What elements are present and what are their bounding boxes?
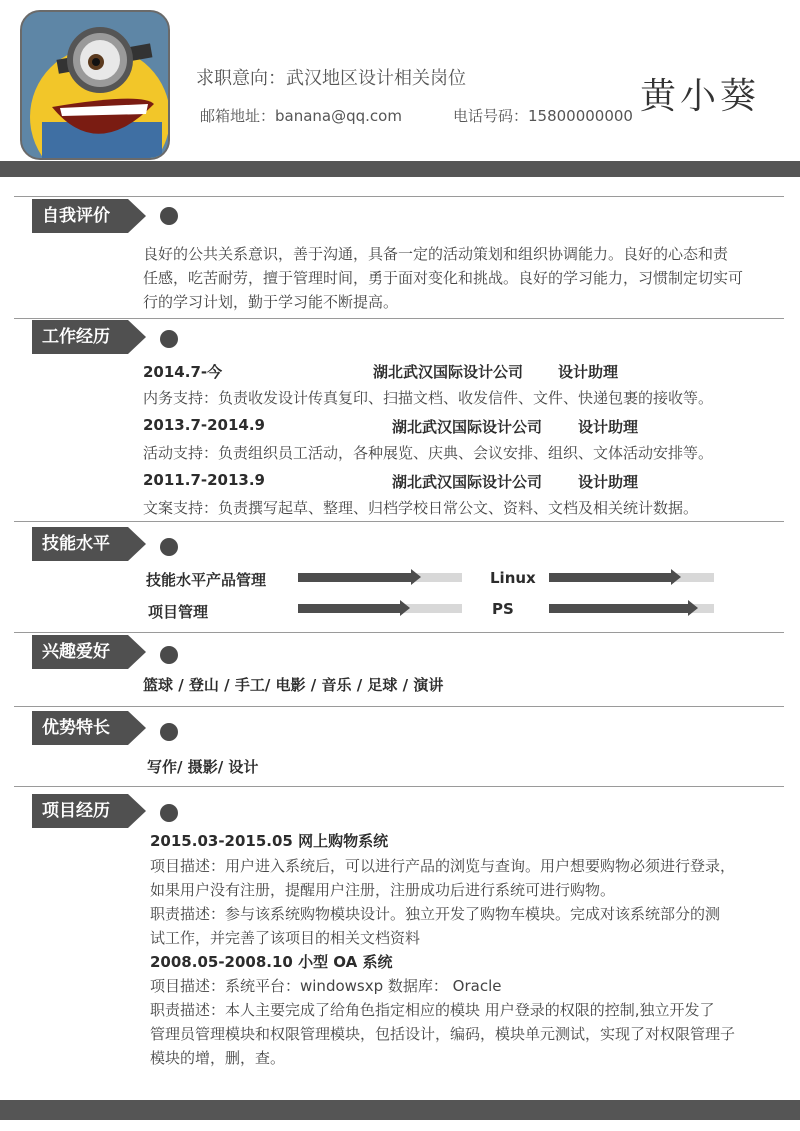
section-tab-self-eval: 自我评价 [32,199,128,233]
hobbies-text: 篮球 / 登山 / 手工/ 电影 / 音乐 / 足球 / 演讲 [143,676,444,694]
skill-bar [298,604,462,613]
project-line: 模块的增，删，查。 [150,1049,286,1067]
section-tab-hobbies: 兴趣爱好 [32,635,128,669]
job-role: 设计助理 [578,418,639,436]
skill-bar-arrow [411,569,421,585]
job-role: 设计助理 [558,363,619,381]
skill-name: Linux [490,569,536,587]
project-line: 管理员管理模块和权限管理模块，包括设计，编码，模块单元测试，实现了对权限管理子 [150,1025,736,1043]
project-line: 试工作，并完善了该项目的相关文档资料 [150,929,421,947]
header-divider-bar [0,161,800,177]
skill-name: 技能水平产品管理 [146,571,267,589]
section-arrow [128,320,146,354]
job-description: 内务支持：负责收发设计传真复印、扫描文档、收发信件、文件、快递包裹的接收等。 [143,389,714,407]
section-arrow [128,635,146,669]
section-tab-work: 工作经历 [32,320,128,354]
skill-bar-fill [549,604,688,613]
section-rule [14,706,784,707]
project-line: 项目描述：系统平台：windowsxp 数据库： Oracle [150,977,502,995]
section-arrow [128,199,146,233]
section-rule [14,786,784,787]
section-dot [160,723,178,741]
section-tab-projects: 项目经历 [32,794,128,828]
section-rule [14,521,784,522]
skill-name: 项目管理 [148,603,209,621]
section-tab-strengths: 优势特长 [32,711,128,745]
project-title: 2008.05-2008.10 小型 OA 系统 [150,953,393,971]
self-eval-text [143,242,773,314]
project-title: 2015.03-2015.05 网上购物系统 [150,832,389,850]
job-period: 2011.7-2013.9 [143,471,265,489]
project-line: 职责描述：参与该系统购物模块设计。独立开发了购物车模块。完成对该系统部分的测 [150,905,721,923]
skill-bar [298,573,462,582]
job-company: 湖北武汉国际设计公司 [392,473,543,491]
job-period: 2014.7-今 [143,363,223,381]
project-line: 职责描述：本人主要完成了给角色指定相应的模块 用户登录的权限的控制,独立开发了 [150,1001,715,1019]
section-dot [160,804,178,822]
footer-bar [0,1100,800,1120]
skill-bar-arrow [400,600,410,616]
section-dot [160,330,178,348]
self-eval-line: 行的学习计划，勤于学习能不断提高。 [143,293,399,311]
job-company: 湖北武汉国际设计公司 [373,363,524,381]
strengths-text: 写作/ 摄影/ 设计 [147,758,259,776]
project-description [150,854,780,950]
project-line: 如果用户没有注册，提醒用户注册，注册成功后进行系统可进行购物。 [150,881,616,899]
section-tab-skills: 技能水平 [32,527,128,561]
skill-name: PS [492,600,514,618]
project-line: 项目描述：用户进入系统后，可以进行产品的浏览与查询。用户想要购物必须进行登录， [150,857,736,875]
section-arrow [128,794,146,828]
section-rule [14,196,784,197]
self-eval-line: 良好的公共关系意识，善于沟通，具备一定的活动策划和组织协调能力。良好的心态和责 [143,245,729,263]
skill-bar-fill [298,573,411,582]
project-description [150,974,780,1070]
section-dot [160,207,178,225]
skill-bar-arrow [688,600,698,616]
job-role: 设计助理 [578,473,639,491]
section-arrow [128,527,146,561]
job-intent: 求职意向：武汉地区设计相关岗位 [196,68,466,89]
candidate-name: 黄小葵 [640,76,761,117]
self-eval-line: 任感，吃苦耐劳，擅于管理时间，勇于面对变化和挑战。良好的学习能力，习惯制定切实可 [143,269,744,287]
job-description: 文案支持：负责撰写起草、整理、归档学校日常公文、资料、文档及相关统计数据。 [143,499,699,517]
minion-avatar-image [22,12,170,160]
section-dot [160,538,178,556]
skill-bar-arrow [671,569,681,585]
skill-bar [549,604,714,613]
job-description: 活动支持：负责组织员工活动，各种展览、庆典、会议安排、组织、文体活动安排等。 [143,444,714,462]
skill-bar-fill [298,604,400,613]
email-text: 邮箱地址：banana@qq.com [200,107,402,125]
section-dot [160,646,178,664]
section-rule [14,632,784,633]
skill-bar [549,573,714,582]
section-rule [14,318,784,319]
avatar [20,10,170,160]
skill-bar-fill [549,573,671,582]
phone-text: 电话号码：15800000000 [453,107,633,125]
job-period: 2013.7-2014.9 [143,416,265,434]
section-arrow [128,711,146,745]
job-company: 湖北武汉国际设计公司 [392,418,543,436]
